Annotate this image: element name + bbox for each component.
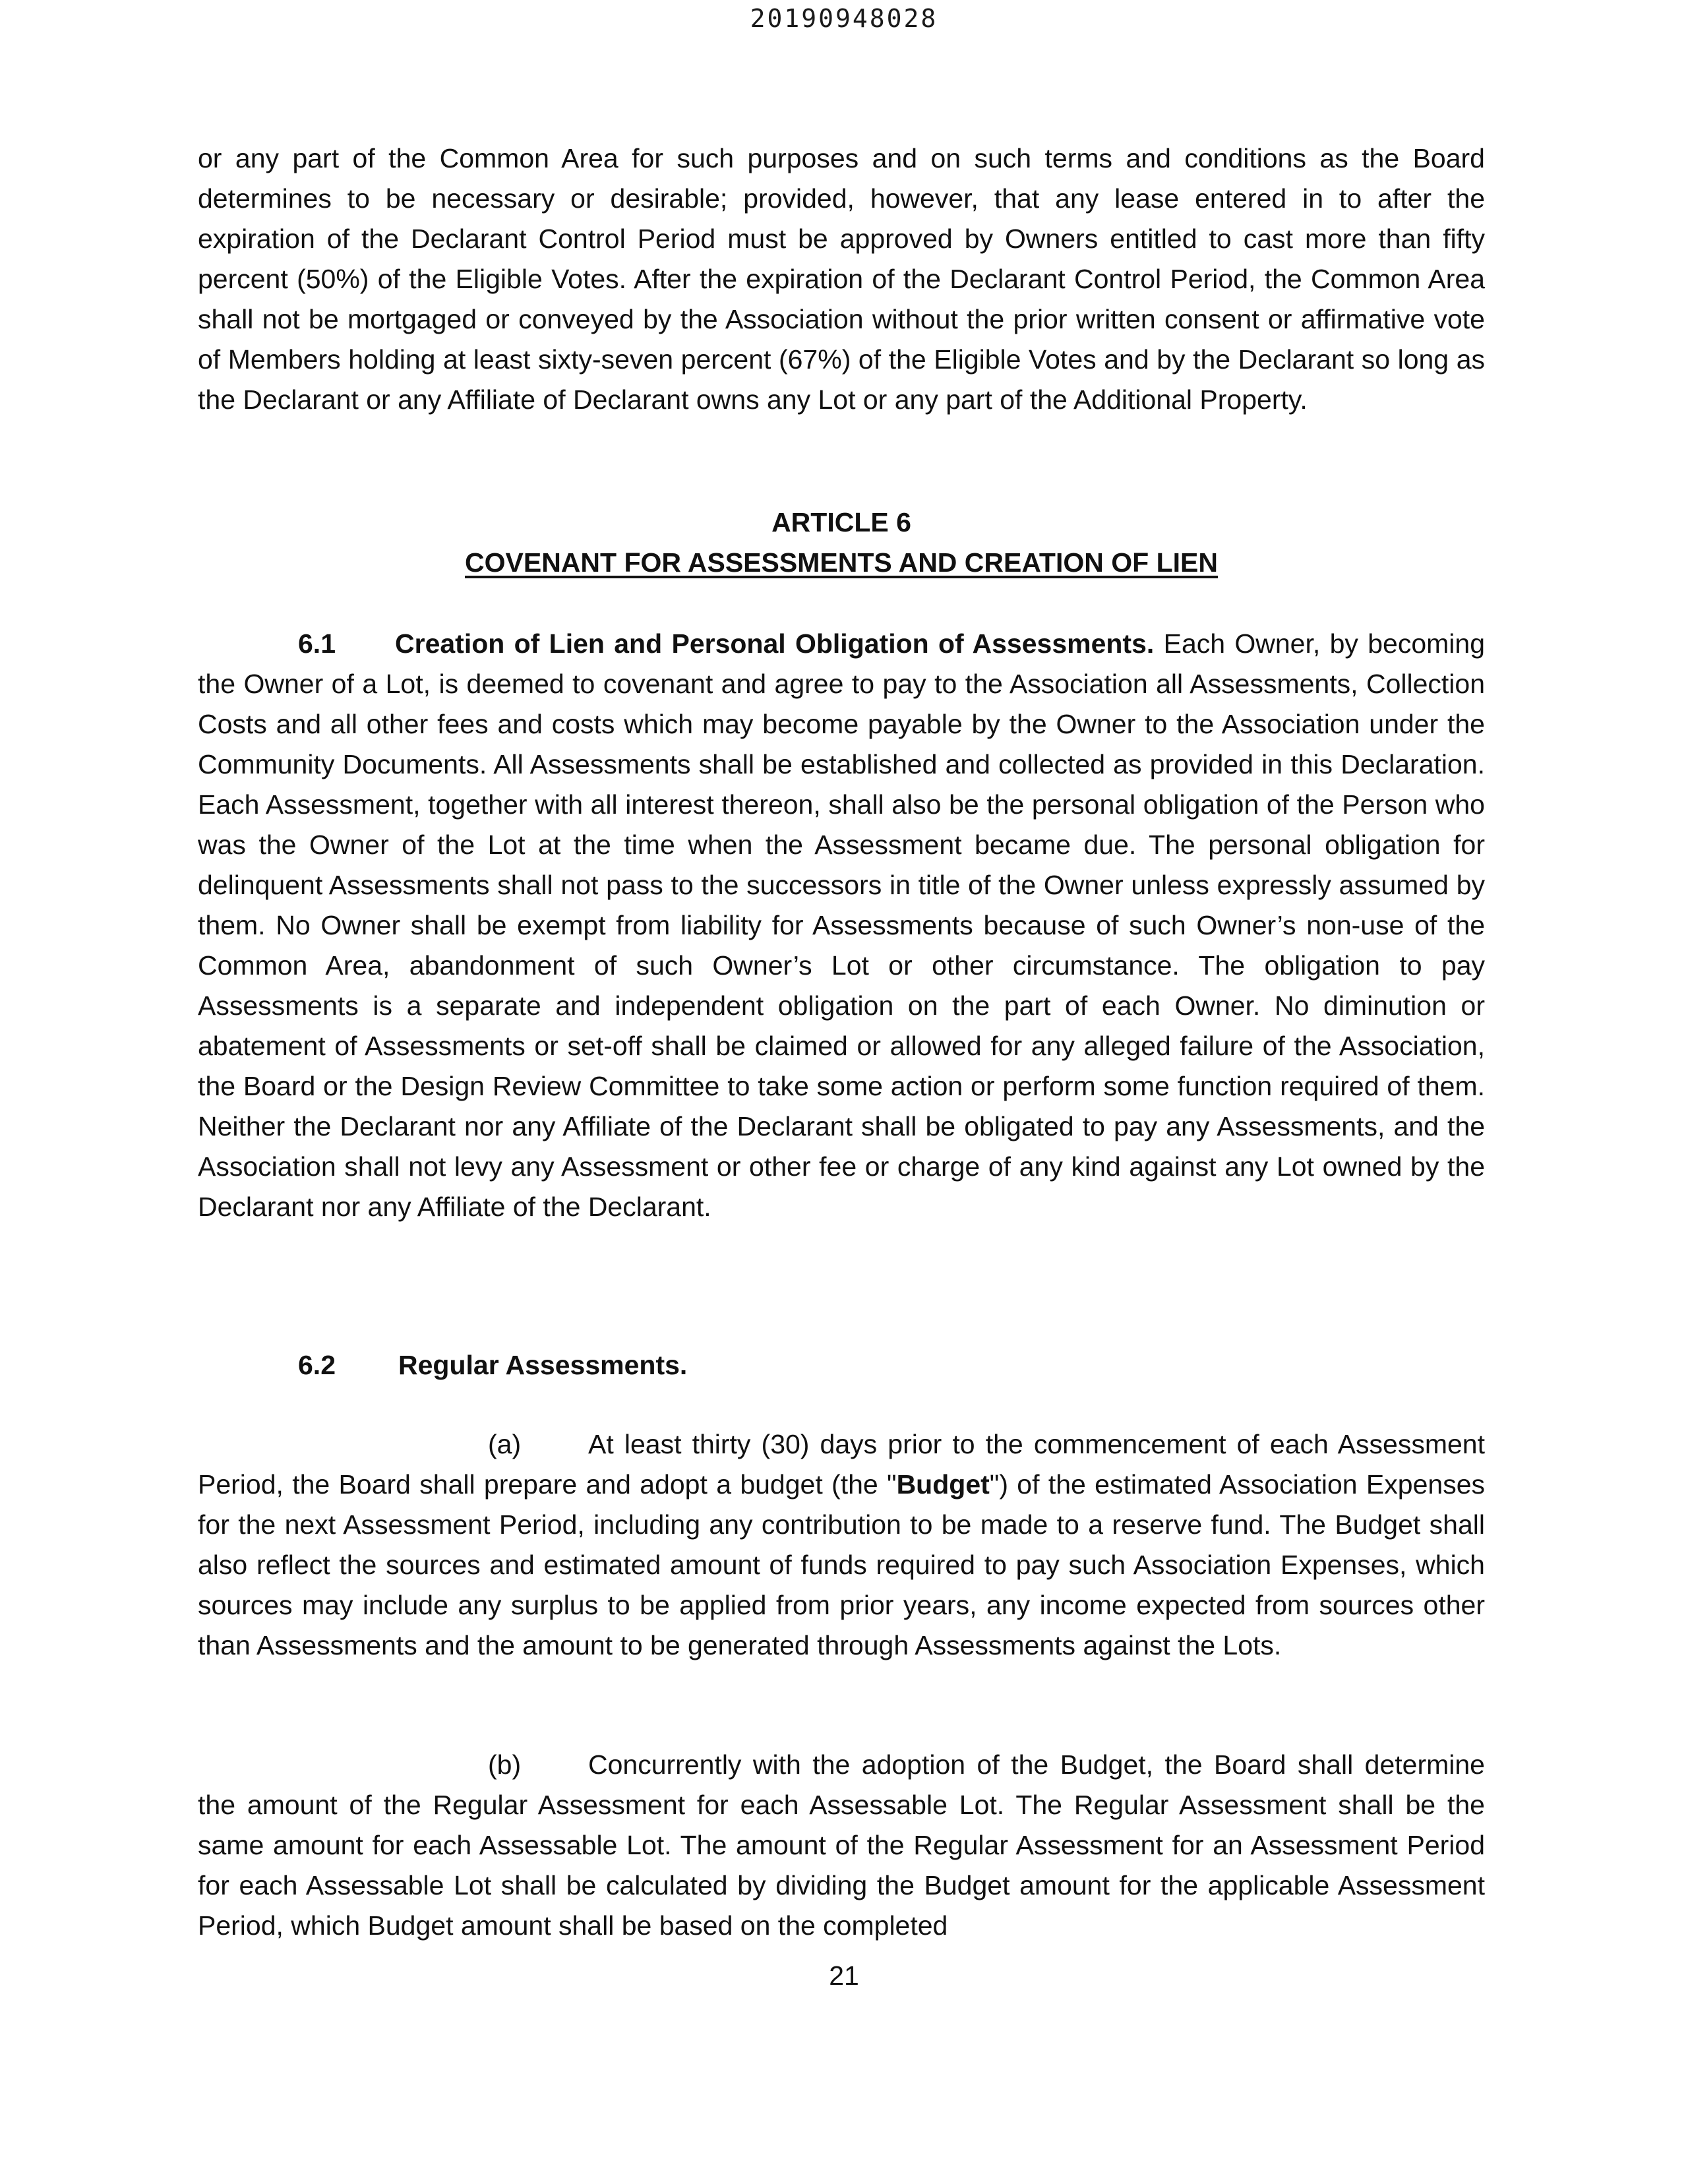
document-number: 20190948028	[750, 4, 938, 33]
section-6-2-heading	[298, 1345, 687, 1385]
subsection-b-paragraph	[198, 1745, 1485, 1946]
section-6-1-number: 6.1	[298, 628, 336, 659]
section-6-1-text: Each Owner, by becoming the Owner of a Lot, is deemed to covenant and agree to pay to the Association all Assessments, Collection Costs and all other fees and costs which may become payable by the Owner to the Association under the Community Documents. All Assessments shall be established and collected as provided in this Declaration. Each Assessment, together with all interest thereon, shall also be the personal obligation of the Person who was the Owner of the Lot at the time when the Assessment became due. The personal obligation for delinquent Assessments shall not pass to the successors in title of the Owner unless expressly assumed by them. No Owner shall be exempt from liability for Assessments because of such Owner’s non-use of the Common Area, abandonment of such Owner’s Lot or other circumstance. The obligation to pay Assessments is a separate and independent obligation on the part of each Owner. No diminution or abatement of Assessments or set-off shall be claimed or allowed for any alleged failure of the Association, the Board or the Design Review Committee to take some action or perform some function required of them. Neither the Declarant nor any Affiliate of the Declarant shall be obligated to pay any Assessments, and the Association shall not levy any Assessment or other fee or charge of any kind against any Lot owned by the Declarant nor any Affiliate of the Declarant.	[198, 628, 1485, 1222]
subsection-a-label: (a)	[488, 1429, 522, 1459]
defined-term-budget: Budget	[896, 1469, 990, 1500]
subsection-b-label: (b)	[488, 1749, 522, 1780]
article-label: ARTICLE 6	[771, 507, 911, 537]
page-number: 21	[829, 1960, 859, 1991]
subsection-a-text-after: ") of the estimated Association Expenses for the next Assessment Period, including any contribution to be made to a reserve fund. The Budget shall also reflect the sources and estimated amount of funds required to pay such Association Expenses, which sources may include any surplus to be applied from prior years, any income expected from sources other than Assessments and the amount to be generated through Assessments against the Lots.	[198, 1469, 1485, 1660]
section-6-1-paragraph	[198, 624, 1485, 1227]
subsection-a-text-before: At least thirty (30) days prior to the commencement of each Assessment Period, the Board shall prepare and adopt a budget (the "	[198, 1429, 1485, 1500]
continuation-paragraph: or any part of the Common Area for such purposes and on such terms and conditions as the Board determines to be necessary or desirable; provided, however, that any lease entered in to after the expiration of the Declarant Control Period must be approved by Owners entitled to cast more than fifty percent (50%) of the Eligible Votes. After the expiration of the Declarant Control Period, the Common Area shall not be mortgaged or conveyed by the Association without the prior written consent or affirmative vote of Members holding at least sixty-seven percent (67%) of the Eligible Votes and by the Declarant so long as the Declarant or any Affiliate of Declarant owns any Lot or any part of the Additional Property.	[198, 143, 1485, 415]
section-6-1-title: Creation of Lien and Personal Obligation of Assessments.	[395, 628, 1155, 659]
section-6-2-title: Regular Assessments.	[398, 1350, 688, 1380]
article-title: COVENANT FOR ASSESSMENTS AND CREATION OF LIEN	[465, 547, 1218, 578]
subsection-b-text: Concurrently with the adoption of the Budget, the Board shall determine the amount of the Regular Assessment for each Assessable Lot. The Regular Assessment shall be the same amount for each Assessable Lot. The amount of the Regular Assessment for an Assessment Period for each Assessable Lot shall be calculated by dividing the Budget amount for the applicable Assessment Period, which Budget amount shall be based on the completed	[198, 1749, 1485, 1941]
section-6-2-number: 6.2	[298, 1350, 336, 1380]
subsection-a-paragraph	[198, 1424, 1485, 1666]
